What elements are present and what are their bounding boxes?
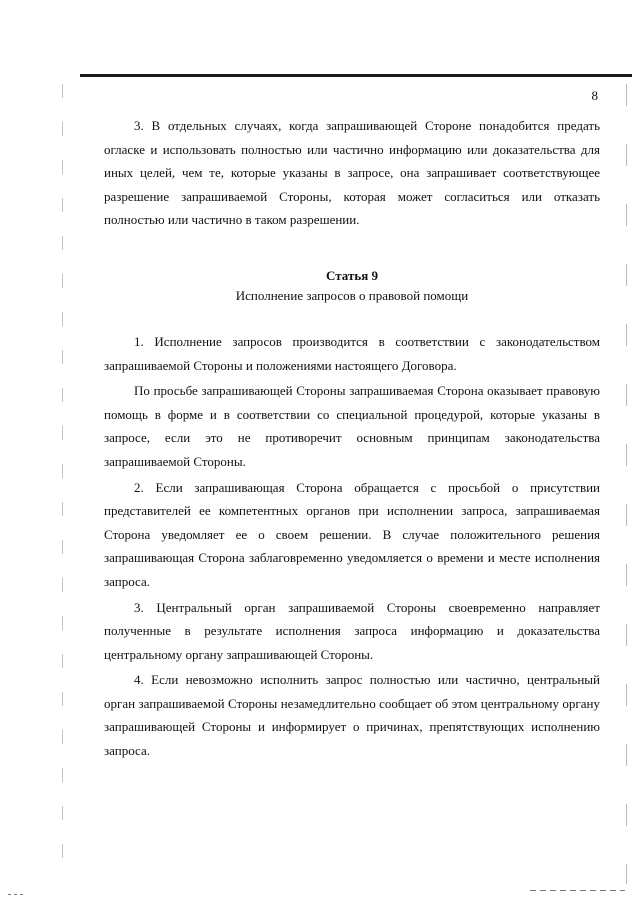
scan-bottom-left-noise	[8, 894, 26, 895]
scan-bottom-noise	[530, 890, 625, 891]
scan-left-edge	[62, 84, 63, 874]
paragraph-3-disclosure: 3. В отдельных случаях, когда запрашивающей Стороне понадобится предать огласке и использовать полностью или частично информацию или доказательства для иных целей, чем те, которые указаны в запросе, она запрашивает соответствующее разрешение запрашиваемой Стороны, которая может согласиться или отказать полностью или частично в таком разрешении.	[104, 118, 600, 228]
paragraph-3-central-authority: 3. Центральный орган запрашиваемой Стороны своевременно направляет полученные в результате исполнения запроса информацию и доказательства центральному органу запрашивающей Стороны.	[104, 599, 600, 662]
article-subtitle: Исполнение запросов о правовой помощи	[235, 287, 469, 303]
scan-right-edge	[626, 84, 627, 884]
paragraph-2-presence: 2. Если запрашивающая Сторона обращается с просьбой о присутствии представителей ее компетентных органов при исполнении запроса, запрашиваемая Сторона уведомляет ее о своем решении. В случае положительного решения запрашивающая Сторона заблаговременно уведомляется о времени и месте исполнения запроса.	[104, 479, 600, 589]
paragraph-special-procedure: По просьбе запрашивающей Стороны запрашиваемая Сторона оказывает правовую помощь в форме и в соответствии со специальной процедурой, которые указаны в запросе, если это не противоречит основным принципам законодательства запрашиваемой Стороны.	[104, 383, 600, 469]
paragraph-1-execution: 1. Исполнение запросов производится в соответствии с законодательством запрашиваемой Стороны и положениями настоящего Договора.	[104, 333, 600, 373]
paragraph-4-impossibility: 4. Если невозможно исполнить запрос полностью или частично, центральный орган запрашиваемой Стороны незамедлительно сообщает об этом центральному органу запрашивающей Стороны и информирует о причинах, препятствующих исполнению запроса.	[104, 672, 600, 759]
page-number: 8	[591, 88, 598, 103]
article-title: Статья 9	[326, 267, 378, 283]
document-body	[104, 114, 600, 763]
header-rule	[80, 74, 632, 77]
